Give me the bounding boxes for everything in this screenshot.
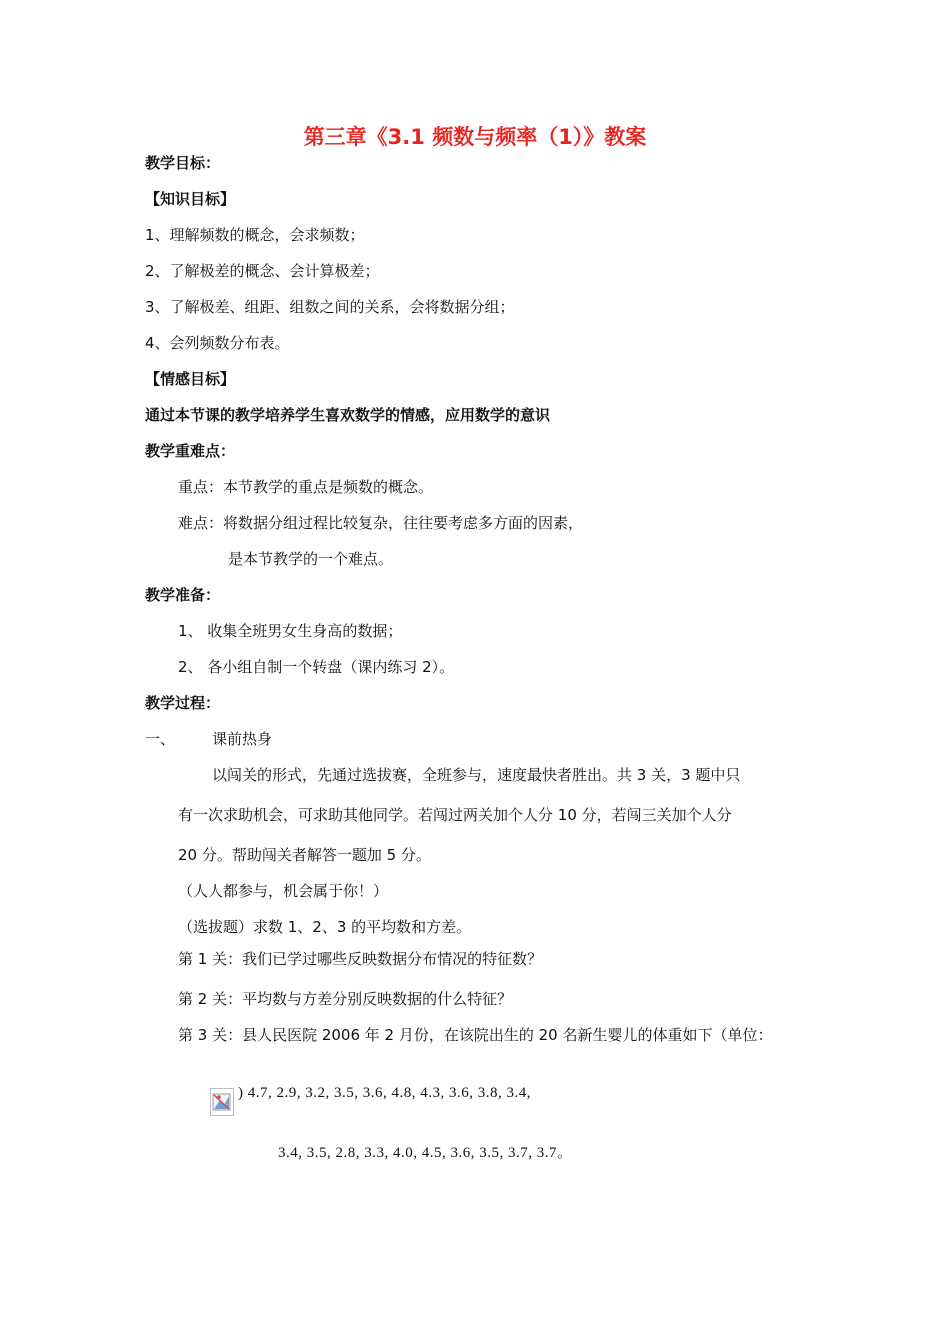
knowledge-item-2: 2、了解极差的概念、会计算极差； <box>145 262 380 280</box>
paragraph-line-4: （人人都参与，机会属于你！） <box>178 882 389 900</box>
keypoints-heading: 教学重难点： <box>145 442 236 460</box>
knowledge-item-3: 3、了解极差、组距、组数之间的关系，会将数据分组； <box>145 298 515 316</box>
difficulty-text-2: 是本节教学的一个难点。 <box>228 550 394 568</box>
prep-heading: 教学准备： <box>145 586 221 604</box>
paragraph-line-2: 有一次求助机会，可求助其他同学。若闯过两关加个人分 10 分，若闯三关加个人分 <box>178 806 732 824</box>
prep-item-1: 1、 收集全班男女生身高的数据； <box>178 622 403 640</box>
knowledge-item-4: 4、会列频数分布表。 <box>145 334 290 352</box>
level-1-question: 第 1 关：我们已学过哪些反映数据分布情况的特征数？ <box>178 950 543 968</box>
prep-item-2: 2、 各小组自制一个转盘（课内练习 2）。 <box>178 658 455 676</box>
section-one-title: 课前热身 <box>212 730 273 748</box>
weights-data-row-2: 3.4, 3.5, 2.8, 3.3, 4.0, 4.5, 3.6, 3.5, 3.7, 3.7。 <box>278 1145 573 1161</box>
weights-data-row-1: ) 4.7, 2.9, 3.2, 3.5, 3.6, 4.8, 4.3, 3.6, 3.8, 3.4, <box>238 1085 531 1101</box>
objectives-heading: 教学目标： <box>145 154 221 172</box>
keypoint-text: 重点：本节教学的重点是频数的概念。 <box>178 478 434 496</box>
level-2-question: 第 2 关：平均数与方差分别反映数据的什么特征？ <box>178 990 513 1008</box>
document-title: 第三章《3.1 频数与频率（1）》教案 <box>303 125 647 149</box>
process-heading: 教学过程： <box>145 694 221 712</box>
knowledge-heading: 【知识目标】 <box>145 190 236 208</box>
level-3-question: 第 3 关：县人民医院 2006 年 2 月份，在该院出生的 20 名新生婴儿的体重如下（单位： <box>178 1026 773 1044</box>
broken-image-icon <box>210 1088 234 1116</box>
difficulty-text-1: 难点：将数据分组过程比较复杂，往往要考虑多方面的因素， <box>178 514 584 532</box>
emotion-heading: 【情感目标】 <box>145 370 236 388</box>
paragraph-line-5: （选拔题）求数 1、2、3 的平均数和方差。 <box>178 918 472 936</box>
section-one-number: 一、 <box>145 730 176 748</box>
knowledge-item-1: 1、理解频数的概念，会求频数； <box>145 226 365 244</box>
emotion-text: 通过本节课的教学培养学生喜欢数学的情感，应用数学的意识 <box>145 406 551 424</box>
paragraph-line-1: 以闯关的形式，先通过选拔赛，全班参与，速度最快者胜出。共 3 关，3 题中只 <box>212 766 741 784</box>
paragraph-line-3: 20 分。帮助闯关者解答一题加 5 分。 <box>178 846 431 864</box>
